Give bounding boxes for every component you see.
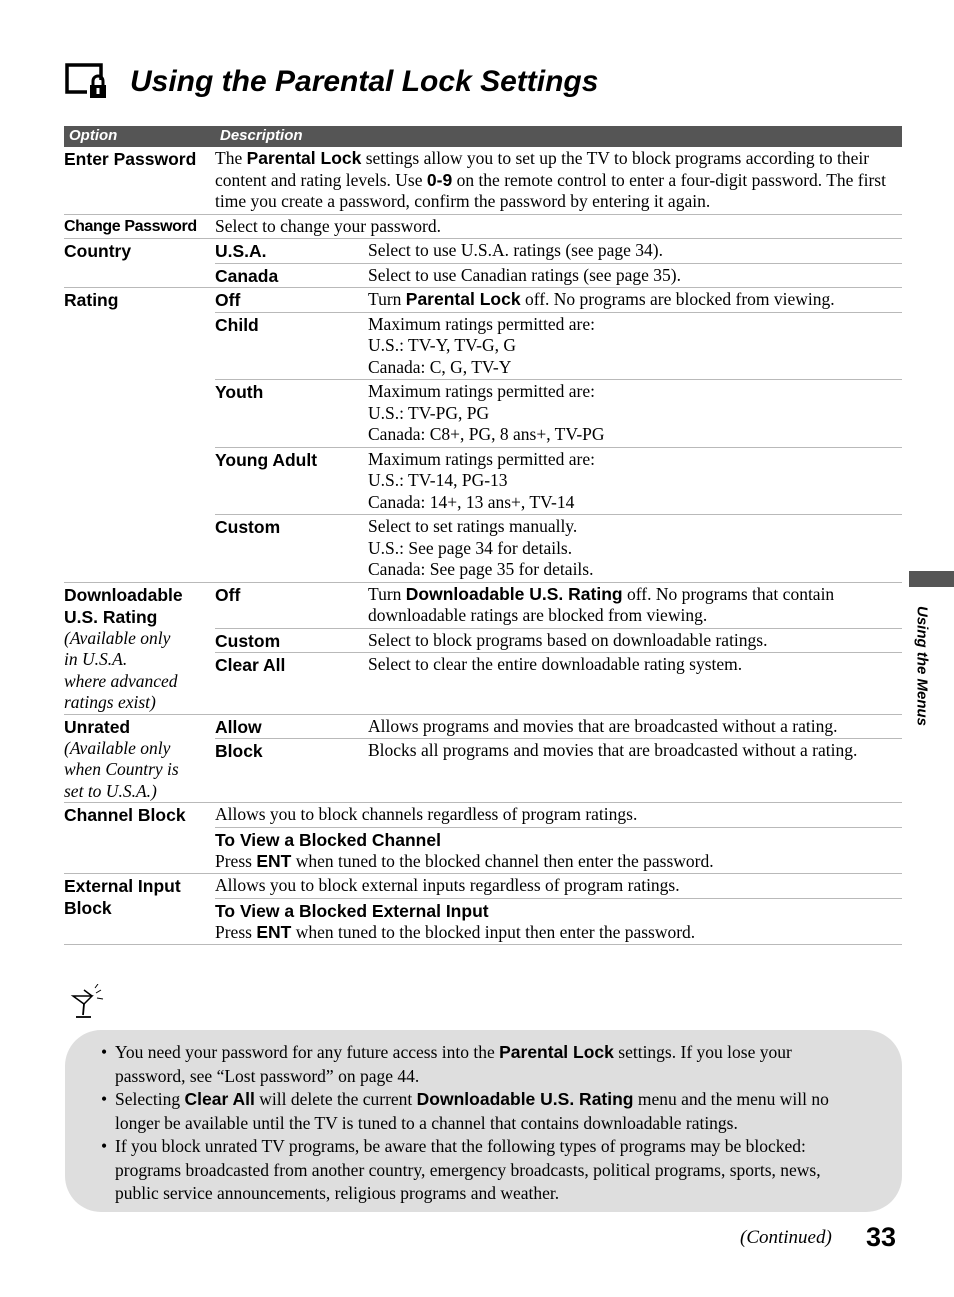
lock-settings-icon <box>65 62 111 100</box>
option-unrated: Unrated <box>64 716 131 737</box>
page-title: Using the Parental Lock Settings <box>130 65 599 98</box>
sub-row: Block Blocks all programs and movies that are broadcasted without a rating. <box>215 740 858 761</box>
sub-row: U.S.A. Select to use U.S.A. ratings (see page 34). <box>215 239 902 264</box>
option-downloadable-rating: Downloadable U.S. Rating <box>64 584 183 627</box>
note-item: • Selecting Clear All will delete the current Downloadable U.S. Rating menu and the menu will no longer be available until the TV is tuned to a channel that contains downloadable ratings. <box>115 1088 862 1135</box>
table-row-rating <box>64 288 902 583</box>
table-header <box>64 126 902 147</box>
header-option: Option <box>69 127 118 144</box>
sub-block: To View a Blocked Channel Press ENT when tuned to the blocked channel then enter the password. <box>215 829 714 871</box>
sub-row: Canada Select to use Canadian ratings (see page 35). <box>215 264 681 286</box>
availability-note: (Available only in U.S.A. where advanced ratings exist) <box>64 627 178 712</box>
option-channel-block: Channel Block <box>64 805 186 825</box>
section-tab-label: Using the Menus <box>913 606 931 727</box>
sub-row: Child Maximum ratings permitted are: U.S.: TV-Y, TV-G, G Canada: C, G, TV-Y <box>215 313 902 381</box>
option-change-password: Change Password <box>64 217 197 235</box>
table-row-unrated <box>64 715 902 804</box>
page-number: 33 <box>866 1222 897 1252</box>
option-rating: Rating <box>64 290 119 310</box>
continued-label: (Continued) <box>740 1227 832 1248</box>
notes-box <box>65 1030 902 1212</box>
option-external-input-block: External Input Block <box>64 876 181 918</box>
description-channel-block: Allows you to block channels regardless of program ratings. <box>215 803 902 828</box>
section-tab-marker <box>909 571 954 587</box>
table-row-country <box>64 239 902 288</box>
description-change-password: Select to change your password. <box>215 215 441 236</box>
sub-row: Clear All Select to clear the entire downloadable rating system. <box>215 654 743 675</box>
sub-row: Custom Select to set ratings manually. U.S.: See page 34 for details. Canada: See page 35 for details. <box>215 516 594 579</box>
table-row-channel-block <box>64 803 902 874</box>
sub-row: Off Turn Parental Lock off. No programs are blocked from viewing. <box>215 288 902 313</box>
note-item: • If you block unrated TV programs, be aware that the following types of programs may be blocked: programs broadcasted from another country, emergency broadcasts, political programs, sports, news, public service announcements, religious programs and weather. <box>115 1135 862 1206</box>
note-item: • You need your password for any future access into the Parental Lock settings. If you lose your password, see “Lost password” on page 44. <box>115 1041 862 1088</box>
sub-block: To View a Blocked External Input Press ENT when tuned to the blocked input then enter the password. <box>215 900 696 942</box>
hint-lamp-icon <box>70 984 110 1020</box>
sub-row: Youth Maximum ratings permitted are: U.S.: TV-PG, PG Canada: C8+, PG, 8 ans+, TV-PG <box>215 380 902 448</box>
table-row-change-password <box>64 215 902 240</box>
table-row-downloadable-rating <box>64 583 902 715</box>
sub-row: Allow Allows programs and movies that are broadcasted without a rating. <box>215 715 902 740</box>
sub-row: Young Adult Maximum ratings permitted are: U.S.: TV-14, PG-13 Canada: 14+, 13 ans+, TV-14 <box>215 448 902 516</box>
description-external-input-block: Allows you to block external inputs regardless of program ratings. <box>215 874 902 899</box>
option-enter-password: Enter Password <box>64 149 197 169</box>
table-row-external-input-block <box>64 874 902 945</box>
header-description: Description <box>220 127 303 144</box>
parental-lock-table <box>64 126 902 945</box>
option-country: Country <box>64 241 132 261</box>
description-enter-password: The Parental Lock settings allow you to set up the TV to block programs according to their content and rating levels. Use 0-9 on the remote control to enter a four-digit password. The first time you create a password, confirm the password by entering it again. <box>215 148 886 211</box>
sub-row: Off Turn Downloadable U.S. Rating off. No programs that contain downloadable ratings are blocked from viewing. <box>215 583 902 629</box>
sub-row: Custom Select to block programs based on downloadable ratings. <box>215 629 902 654</box>
availability-note: (Available only when Country is set to U.S.A.) <box>64 737 179 801</box>
table-row-enter-password <box>64 147 902 215</box>
